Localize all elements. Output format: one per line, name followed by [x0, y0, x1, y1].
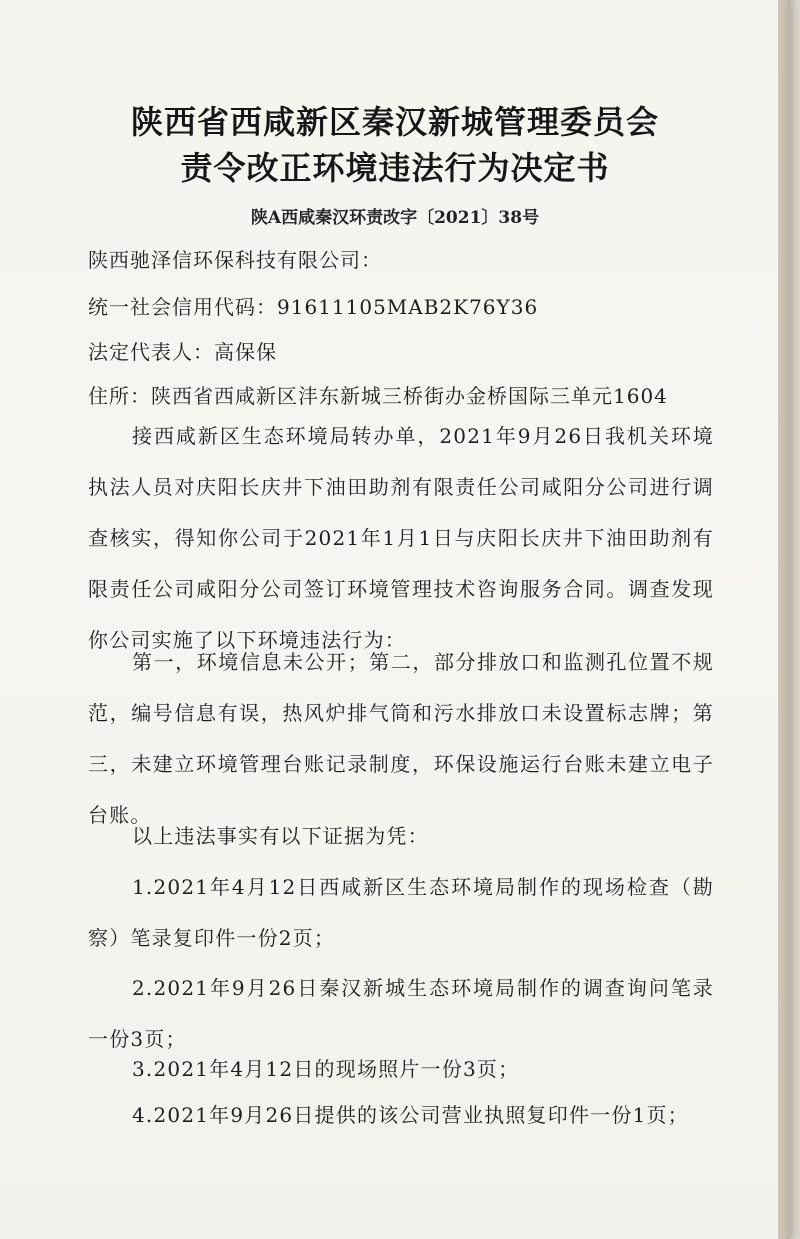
evidence-item: 3.2021年4月12日的现场照片一份3页；: [132, 1057, 520, 1081]
document-title-line1: 陕西省西咸新区秦汉新城管理委员会: [130, 103, 659, 141]
evidence-heading: 以上违法事实有以下证据为凭：: [132, 824, 429, 848]
evidence-item: 4.2021年9月26日提供的该公司营业执照复印件一份1页；: [132, 1103, 689, 1127]
credit-code: 统一社会信用代码：91611105MAB2K76Y36: [88, 295, 539, 319]
intro-paragraph: 接西咸新区生态环境局转办单，2021年9月26日我机关环境执法人员对庆阳长庆井下油田助剂有限责任公司咸阳分公司进行调查核实，得知你公司于2021年1月1日与庆阳长庆井下油田助剂有限责任公司咸阳分公司签订环境管理技术咨询服务合同。调查发现你公司实施了以下环境违法行为：: [88, 424, 714, 652]
document-title-line2: 责令改正环境违法行为决定书: [180, 149, 610, 187]
company-address: 住所：陕西省西咸新区沣东新城三桥街办金桥国际三单元1604: [88, 384, 668, 408]
legal-representative: 法定代表人：高保保: [88, 340, 277, 364]
evidence-item: 2.2021年9月26日秦汉新城生态环境局制作的调查询问笔录一份3页；: [88, 976, 714, 1051]
addressee: 陕西驰泽信环保科技有限公司：: [88, 248, 382, 272]
violations-paragraph: 第一，环境信息未公开；第二，部分排放口和监测孔位置不规范，编号信息有误，热风炉排气筒和污水排放口未设置标志牌；第三，未建立环境管理台账记录制度，环保设施运行台账未建立电子台账。: [88, 650, 714, 827]
evidence-item: 1.2021年4月12日西咸新区生态环境局制作的现场检查（勘察）笔录复印件一份2页；: [88, 875, 714, 950]
document-number: 陕A西咸秦汉环责改字〔2021〕38号: [250, 208, 540, 228]
